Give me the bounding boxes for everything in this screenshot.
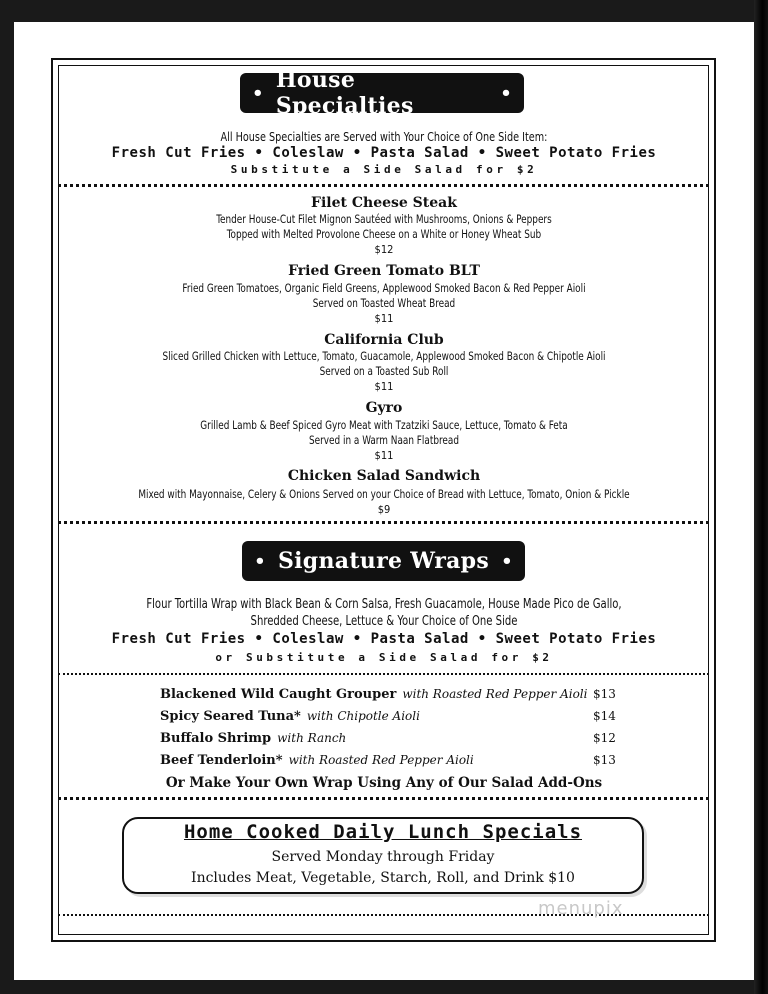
make-your-own-wrap: Or Make Your Own Wrap Using Any of Our Salad Add-Ons	[165, 775, 603, 791]
signature-wraps-title: Signature Wraps	[277, 548, 490, 574]
bullet-icon: •	[501, 550, 513, 572]
menu-item-name: Gyro	[365, 400, 403, 416]
menu-item-price: $11	[374, 312, 394, 325]
wraps-intro: Flour Tortilla Wrap with Black Bean & Corn Salsa, Fresh Guacamole, House Made Pico de Gallo,	[146, 597, 622, 612]
house-specialties-banner	[240, 67, 524, 119]
wrap-item	[160, 731, 620, 751]
menupix-watermark: menupix	[538, 898, 624, 919]
menu-item-name: Chicken Salad Sandwich	[287, 468, 481, 484]
bullet-icon: •	[252, 82, 264, 104]
menu-item-price: $11	[374, 449, 394, 462]
wrap-item-name: Buffalo Shrimp	[160, 731, 272, 746]
wrap-item-name: Spicy Seared Tuna*	[160, 709, 301, 724]
menu-item-name: Filet Cheese Steak	[311, 195, 457, 211]
house-sides: Fresh Cut Fries • Coleslaw • Pasta Salad • Sweet Potato Fries	[111, 145, 657, 161]
menu-item-price: $9	[377, 503, 391, 516]
menu-item-description: Fried Green Tomatoes, Organic Field Greens, Applewood Smoked Bacon & Red Pepper Aioli	[182, 281, 586, 295]
wrap-item-description: with Ranch	[277, 731, 347, 745]
house-intro: All House Specialties are Served with Your Choice of One Side Item:	[220, 129, 548, 144]
menu-item-description: Topped with Melted Provolone Cheese on a White or Honey Wheat Sub	[226, 227, 542, 241]
menu-item-name: Fried Green Tomato BLT	[288, 263, 480, 279]
house-specialties-title: House Specialties	[275, 67, 414, 119]
menu-item-description: Served in a Warm Naan Flatbread	[308, 433, 460, 447]
wrap-item	[160, 753, 620, 773]
daily-specials-days: Served Monday through Friday	[271, 849, 495, 865]
wraps-intro: Shredded Cheese, Lettuce & Your Choice of One Side	[250, 614, 518, 629]
wrap-item-price: $13	[593, 753, 616, 767]
menu-item-description: Served on Toasted Wheat Bread	[312, 296, 456, 310]
bullet-icon: •	[254, 550, 266, 572]
wrap-item-name: Blackened Wild Caught Grouper	[160, 687, 397, 702]
menu-item-name: California Club	[324, 332, 444, 348]
wrap-item	[160, 709, 620, 729]
wrap-item-description: with Chipotle Aioli	[306, 709, 420, 723]
bullet-icon: •	[500, 82, 512, 104]
house-substitute: Substitute a Side Salad for $2	[230, 163, 538, 176]
section-divider	[58, 673, 709, 675]
menu-item-description: Sliced Grilled Chicken with Lettuce, Tomato, Guacamole, Applewood Smoked Bacon & Chipotle Aioli	[162, 349, 606, 363]
wraps-substitute: or Substitute a Side Salad for $2	[215, 651, 553, 664]
menu-item-description: Served on a Toasted Sub Roll	[319, 364, 449, 378]
signature-wraps-banner	[242, 541, 525, 581]
menu-item-description: Grilled Lamb & Beef Spiced Gyro Meat with Tzatziki Sauce, Lettuce, Tomato & Feta	[200, 418, 568, 432]
menu-item-price: $11	[374, 380, 394, 393]
menu-item-description: Mixed with Mayonnaise, Celery & Onions Served on your Choice of Bread with Lettuce, Tomato, Onion & Pickle	[138, 487, 630, 501]
daily-specials-title: Home Cooked Daily Lunch Specials	[183, 821, 583, 843]
section-divider	[58, 797, 709, 800]
wrap-item-price: $12	[593, 731, 616, 745]
wrap-item-description: with Roasted Red Pepper Aioli	[402, 687, 588, 701]
wrap-item-name: Beef Tenderloin*	[160, 753, 283, 768]
wrap-item	[160, 687, 620, 707]
wrap-item-price: $14	[593, 709, 616, 723]
wraps-sides: Fresh Cut Fries • Coleslaw • Pasta Salad • Sweet Potato Fries	[111, 631, 657, 647]
menu-item-description: Tender House-Cut Filet Mignon Sautéed with Mushrooms, Onions & Peppers	[216, 212, 552, 226]
menu-item-price: $12	[374, 243, 394, 256]
wrap-item-price: $13	[593, 687, 616, 701]
daily-specials-details: Includes Meat, Vegetable, Starch, Roll, and Drink $10	[191, 870, 575, 886]
section-divider	[58, 184, 709, 187]
wrap-item-description: with Roasted Red Pepper Aioli	[288, 753, 474, 767]
section-divider	[58, 521, 709, 524]
